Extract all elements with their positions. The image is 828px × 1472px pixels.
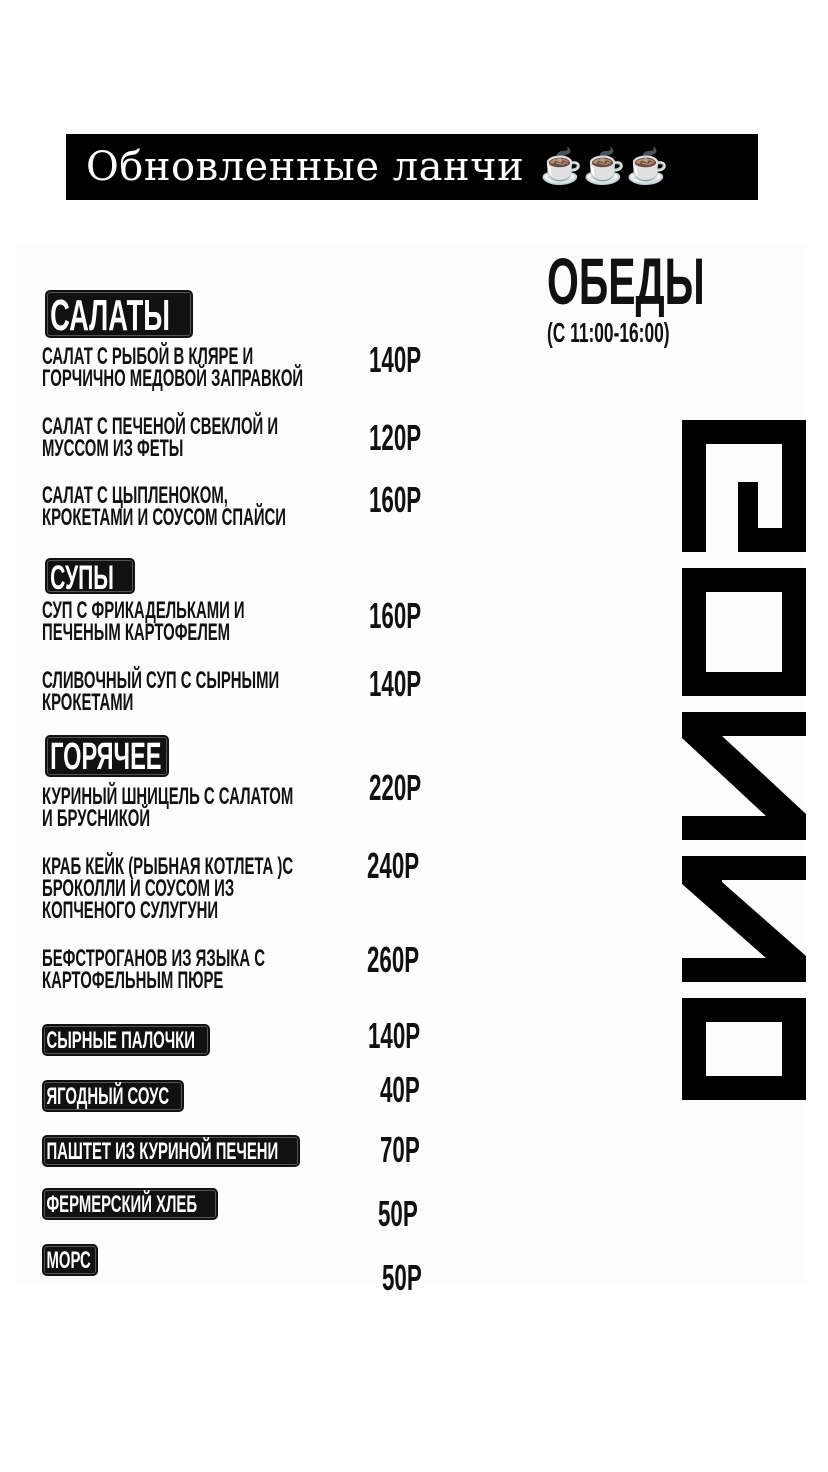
- coffee-cup-icons: ☕☕☕: [540, 147, 669, 187]
- menu-item: САЛАТ С ПЕЧЕНОЙ СВЕКЛОЙ И МУССОМ ИЗ ФЕТЫ: [42, 413, 279, 462]
- banner-text: Обновленные ланчи: [86, 144, 525, 190]
- extra-item-label: ПАШТЕТ ИЗ КУРИНОЙ ПЕЧЕНИ: [42, 1135, 300, 1167]
- item-price: 140Р: [369, 339, 422, 380]
- item-price: 40Р: [380, 1069, 420, 1110]
- extra-item-label: ФЕРМЕРСКИЙ ХЛЕБ: [42, 1188, 218, 1220]
- section-label-salads: САЛАТЫ: [45, 290, 193, 338]
- logo-letter-g: [682, 420, 806, 552]
- menu-item: КРАБ КЕЙК (РЫБНАЯ КОТЛЕТА )С БРОКОЛЛИ И СОУСОМ ИЗ КОПЧЕНОГО СУЛУГУНИ: [42, 853, 294, 924]
- item-price: 160Р: [369, 479, 422, 520]
- logo-letter-n: [682, 712, 806, 840]
- menu-hours: (С 11:00-16:00): [547, 317, 670, 348]
- logo-letter-z: [682, 856, 806, 982]
- item-price: 240Р: [367, 845, 420, 886]
- item-price: 120Р: [369, 417, 422, 458]
- item-price: 70Р: [380, 1129, 420, 1170]
- menu-item: СУП С ФРИКАДЕЛЬКАМИ И ПЕЧЕНЫМ КАРТОФЕЛЕМ: [42, 597, 245, 646]
- section-label-soups: СУПЫ: [45, 558, 135, 594]
- item-price: 220Р: [369, 767, 422, 808]
- section-label-hot: ГОРЯЧЕЕ: [45, 735, 169, 777]
- extra-item-label: МОРС: [42, 1244, 98, 1276]
- extra-item-label: СЫРНЫЕ ПАЛОЧКИ: [42, 1024, 210, 1056]
- logo-letter-o: [682, 998, 806, 1100]
- menu-item: СЛИВОЧНЫЙ СУП С СЫРНЫМИ КРОКЕТАМИ: [42, 667, 280, 716]
- menu-item: КУРИНЫЙ ШНИЦЕЛЬ С САЛАТОМ И БРУСНИКОЙ: [42, 783, 294, 832]
- logo-letter-o: [682, 568, 806, 696]
- story-banner: [66, 134, 758, 200]
- item-price: 50Р: [382, 1257, 422, 1298]
- item-price: 160Р: [369, 595, 422, 636]
- item-price: 50Р: [378, 1193, 418, 1234]
- menu-item: САЛАТ С РЫБОЙ В КЛЯРЕ И ГОРЧИЧНО МЕДОВОЙ ЗАПРАВКОЙ: [42, 343, 304, 392]
- extra-item-label: ЯГОДНЫЙ СОУС: [42, 1080, 184, 1112]
- menu-item: БЕФСТРОГАНОВ ИЗ ЯЗЫКА С КАРТОФЕЛЬНЫМ ПЮРЕ: [42, 945, 265, 994]
- menu-item: САЛАТ С ЦЫПЛЕНОКОМ, КРОКЕТАМИ И СОУСОМ СПАЙСИ: [42, 482, 286, 531]
- item-price: 140Р: [368, 1015, 421, 1056]
- item-price: 260Р: [367, 939, 420, 980]
- item-price: 140Р: [369, 663, 422, 704]
- gonzo-logo: [682, 420, 806, 1100]
- menu-title: ОБЕДЫ: [547, 244, 705, 318]
